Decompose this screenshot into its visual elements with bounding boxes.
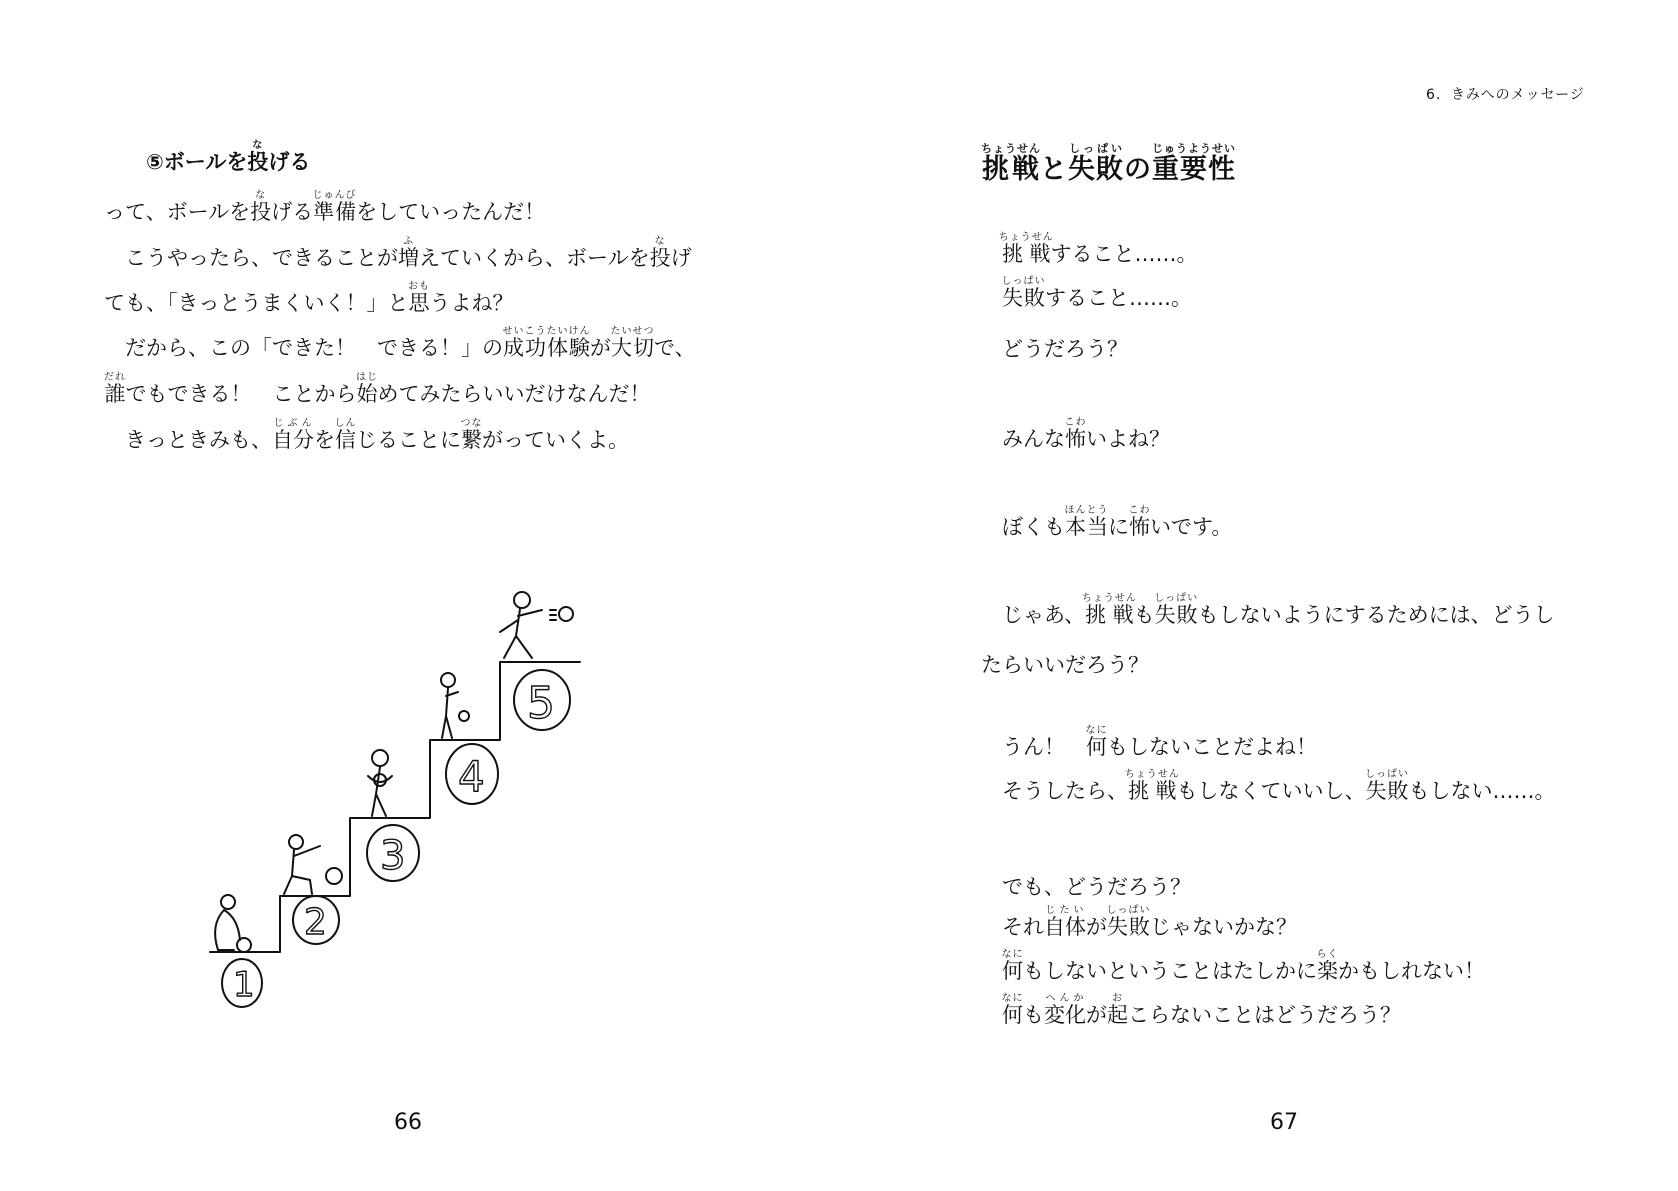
ruby-reading: つな [460,418,483,429]
heading-kanji: 投 [247,150,269,174]
text-segment: きっときみも、 [104,428,272,452]
ruby-word [408,281,430,315]
body-line [981,872,1191,902]
ruby-base: 本当 [1064,515,1109,539]
ruby-base: 挑戦 [1124,779,1180,803]
text-segment: いです。 [1150,515,1233,539]
step-4-number: 4 [458,752,485,801]
body-line [104,236,692,273]
ruby-word [1365,769,1409,803]
ruby-reading: じたい [1044,905,1086,916]
ruby-base: 失敗 [1365,779,1409,803]
text-segment: みんな [981,427,1065,451]
ruby-reading: なに [1001,993,1024,1004]
body-line [104,190,545,227]
ruby-base: 起 [1107,1003,1128,1027]
ruby-word [1001,949,1024,983]
body-line [981,949,1485,986]
right-page [839,0,1678,1191]
ruby-base: 投 [649,246,671,270]
heading-suffix: げる [268,150,311,174]
text-segment [981,1003,1002,1027]
ruby-base: 挑戦 [1081,603,1137,627]
body-line [981,593,1555,630]
staircase-illustration [200,580,620,1020]
figure-sitting [284,835,342,894]
ruby-base: 誰 [104,382,126,406]
page-number: 66 [394,1110,422,1135]
ruby-reading: じゅうようせい [1152,142,1236,155]
section-heading-challenge-failure [981,142,1236,186]
text-segment: って、ボールを [104,200,251,224]
ruby-reading: ほんとう [1064,505,1109,516]
ruby-base: 信 [334,428,357,452]
ruby-reading: らく [1316,949,1339,960]
ruby-reading: ちょうせん [981,142,1041,155]
text-segment: こらないことはどうだろう？ [1128,1003,1401,1027]
ruby-reading: しっぱい [1154,593,1199,604]
body-line [981,334,1128,364]
ruby-base: 挑戦 [998,242,1054,266]
text-segment: をしていったんだ！ [356,200,546,224]
ruby-word [1081,593,1137,627]
text-segment: じゃあ、 [981,603,1086,627]
ruby-reading: しっぱい [1001,276,1046,287]
ruby-base: 投 [250,200,272,224]
ruby-word [1064,417,1087,451]
figure-standing [441,673,469,738]
text-segment: えていくから、ボールを [419,246,650,270]
body-line [104,418,629,455]
text-segment: もしないということはたしかに [1023,959,1317,983]
body-line [981,769,1556,806]
text-segment: に [1108,515,1129,539]
text-segment: たらいいだろう？ [981,653,1149,677]
ruby-base: 怖 [1064,427,1087,451]
heading-reading: な [247,140,269,151]
ruby-word [334,418,357,452]
ruby-word [272,418,314,452]
step-3-number: 3 [380,833,406,879]
ruby-base: 何 [1001,1003,1024,1027]
ruby-reading: なに [1085,725,1108,736]
ruby-base: 楽 [1316,959,1339,983]
ruby-reading: お [1107,993,1128,1004]
step-2-number: 2 [304,902,327,943]
ruby-word [502,326,591,360]
body-line [981,725,1317,762]
ruby-reading: ちょうせん [998,232,1054,243]
ruby-word [1085,725,1108,759]
text-segment: それ [981,915,1044,939]
ruby-word [981,142,1041,185]
body-line [981,905,1297,942]
body-line [981,276,1192,313]
ruby-base: 成功体験 [502,336,591,360]
ruby-word [610,326,655,360]
ruby-base: 失敗 [1154,603,1199,627]
ruby-base: 怖 [1128,515,1151,539]
text-segment: もしなくていいし、 [1176,779,1366,803]
text-segment: でもできる！ ことから [125,382,357,406]
ruby-reading: たいせつ [610,326,655,337]
text-segment: がっていくよ。 [482,428,629,452]
ruby-word [1001,993,1024,1027]
ruby-word [104,372,126,406]
text-segment: もしないことだよね！ [1107,735,1317,759]
body-line [104,326,696,363]
figure-throwing [500,592,573,658]
heading-prefix: ⑤ボール [146,150,227,174]
ruby-reading: なに [1001,949,1024,960]
text-segment: を [314,428,335,452]
ruby-reading: しっぱい [1365,769,1409,780]
text-segment: で、 [654,336,696,360]
text-segment: げ [670,246,692,270]
body-line [981,993,1401,1030]
ruby-word [1068,142,1124,185]
text-segment: と [1040,154,1068,185]
ruby-word [1316,949,1339,983]
body-line [981,232,1198,269]
ruby-base: 失敗 [1106,915,1151,939]
ruby-reading: な [649,236,671,247]
ruby-reading: だれ [104,372,126,383]
ruby-word [312,190,357,224]
ruby-reading: ふ [398,236,419,247]
text-segment: じゃないかな？ [1150,915,1297,939]
ruby-reading: じゅんび [312,190,357,201]
ruby-word [1124,769,1180,803]
text-segment: だから、この「できた！ できる！」の [104,336,503,360]
ruby-word [998,232,1054,266]
body-line [104,281,514,318]
ruby-base: 思 [408,291,430,315]
ruby-base: 失敗 [1068,154,1124,185]
ruby-word [250,190,272,224]
text-segment: ぼくも [981,515,1065,539]
ruby-word [1044,993,1086,1027]
ruby-word [1152,142,1236,185]
text-segment: うよね？ [429,291,514,315]
text-segment [981,959,1002,983]
ruby-base: 重要性 [1152,154,1236,185]
text-segment: かもしれない！ [1338,959,1485,983]
ruby-word [649,236,671,270]
ruby-word [1044,905,1086,939]
text-segment: うん！ [981,735,1086,759]
ruby-reading: しっぱい [1106,905,1151,916]
ruby-reading: しん [334,418,357,429]
ruby-reading: しっぱい [1068,142,1124,155]
text-segment: めてみたらいいだけなんだ！ [377,382,651,406]
ruby-word [1107,993,1128,1027]
body-line [981,417,1170,454]
step-1-number: 1 [233,965,255,1005]
step-5-number: 5 [527,678,555,729]
running-head: 6．きみへのメッセージ [1426,87,1585,103]
heading-mid: を [226,150,248,174]
body-line [981,650,1149,680]
page-number: 67 [1270,1110,1298,1135]
text-segment: ても、「きっとうまくいく！」と [104,291,409,315]
ruby-reading: な [250,190,272,201]
text-segment: すること……。 [1050,242,1198,266]
ruby-base: 増 [398,246,419,270]
text-segment: いよね？ [1086,427,1170,451]
ruby-word [1128,505,1151,539]
ruby-reading: こわ [1128,505,1151,516]
staircase-outline [210,662,580,952]
text-segment: もしない……。 [1408,779,1556,803]
text-segment: も [1023,1003,1044,1027]
ruby-reading: はじ [356,372,378,383]
text-segment: も [1133,603,1155,627]
text-segment: が [1086,1003,1107,1027]
text-segment: げる [271,200,314,224]
ruby-word [1064,505,1109,539]
text-segment [981,286,1002,310]
body-line [981,505,1232,542]
ruby-reading: じぶん [272,418,314,429]
text-segment: こうやったら、できることが [104,246,398,270]
text-segment: どうだろう？ [981,337,1128,361]
body-line [104,372,651,409]
ruby-word [1001,276,1046,310]
section-heading-throw-ball [146,140,310,176]
ruby-reading: おも [408,281,430,292]
ruby-reading: ちょうせん [1124,769,1180,780]
text-segment: が [1086,915,1107,939]
ruby-word [398,236,419,270]
ruby-base: 失敗 [1001,286,1046,310]
ruby-base: 大切 [610,336,655,360]
figure-holding-ball [368,750,392,816]
ruby-word [460,418,483,452]
ruby-reading: せいこうたいけん [502,326,591,337]
ruby-word [1106,905,1151,939]
ruby-reading: ちょうせん [1081,593,1137,604]
ruby-base: 変化 [1044,1003,1086,1027]
text-segment: が [590,336,611,360]
text-segment: もしないようにするためには、どうし [1197,603,1555,627]
ruby-base: 準備 [312,200,357,224]
ruby-base: 繋 [460,428,483,452]
ruby-base: 自分 [272,428,314,452]
heading-ruby [247,140,269,174]
ruby-reading: こわ [1064,417,1087,428]
ruby-word [1154,593,1199,627]
ruby-base: 自体 [1044,915,1086,939]
text-segment: の [1124,154,1152,185]
ruby-base: 挑戦 [981,154,1041,185]
ruby-base: 何 [1085,735,1108,759]
ruby-base: 何 [1001,959,1024,983]
text-segment: じることに [356,428,461,452]
ruby-word [356,372,378,406]
ruby-reading: へんか [1044,993,1086,1004]
ruby-base: 始 [356,382,378,406]
text-segment: でも、どうだろう？ [981,875,1191,899]
figure-crouching [215,895,251,952]
text-segment: すること……。 [1045,286,1192,310]
text-segment: そうしたら、 [981,779,1128,803]
